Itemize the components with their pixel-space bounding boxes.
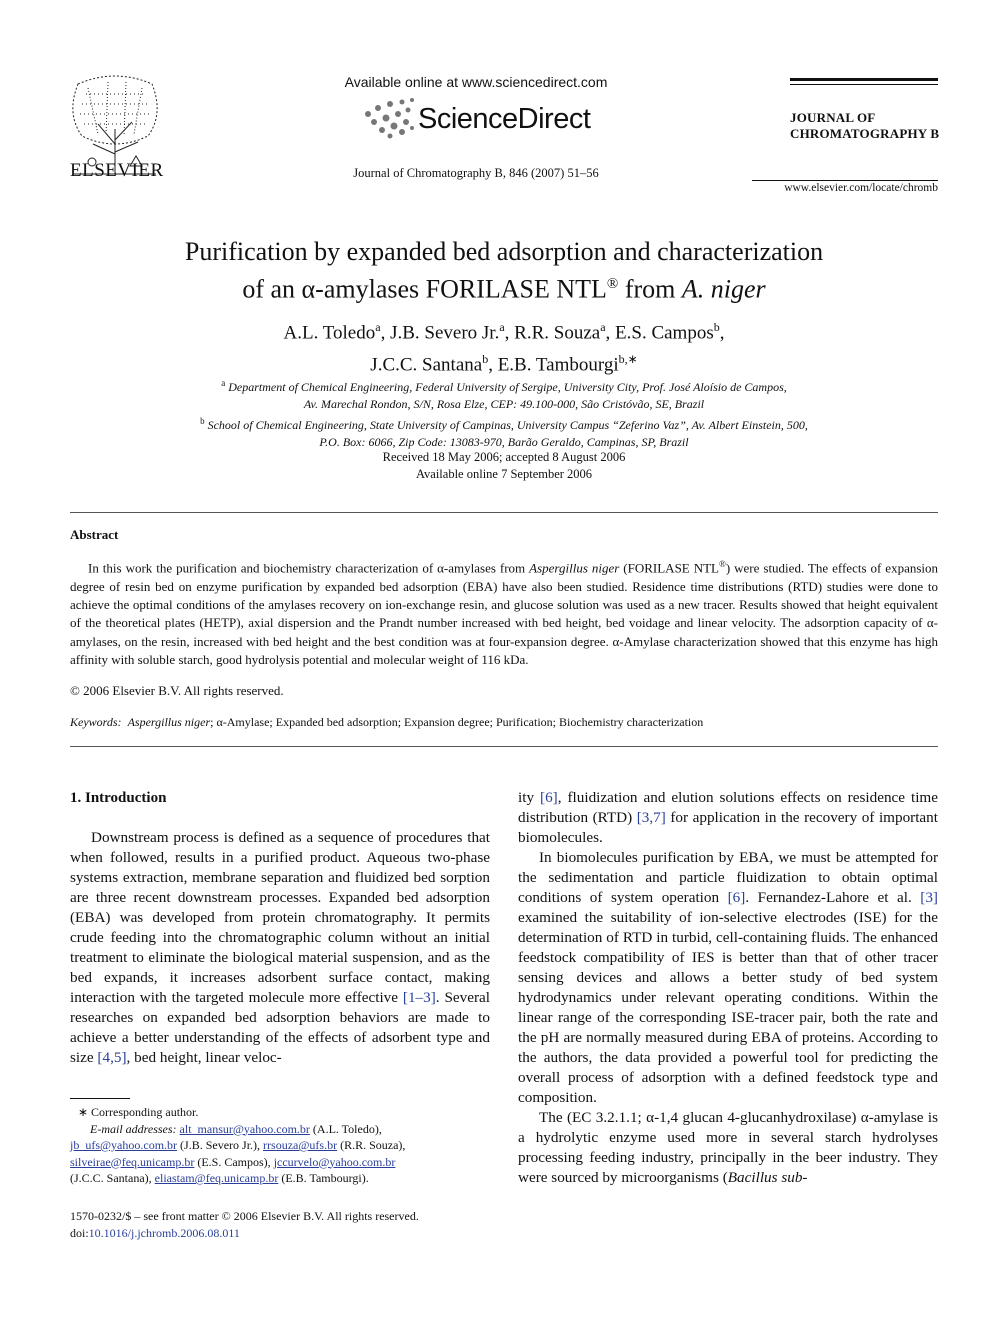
author-sep: ,: [380, 322, 391, 344]
abstract-heading: Abstract: [70, 527, 119, 542]
author[interactable]: E.S. Campos: [615, 322, 714, 344]
corresponding-author: ∗ Corresponding author.: [78, 1105, 199, 1119]
body-text: . Several researches on expanded bed adsorption behaviors are made to achieve a better understanding of the effects of adsorbent type and size: [70, 989, 490, 1066]
journal-citation: Journal of Chromatography B, 846 (2007) 51–56: [353, 166, 599, 180]
email-line: [70, 1137, 490, 1154]
sciencedirect-wordmark: ScienceDirect: [418, 103, 591, 135]
email-link[interactable]: jb_ufs@yahoo.com.br: [70, 1138, 178, 1152]
email-owner: (E.B. Tambourgi).: [278, 1171, 369, 1185]
affiliation-mark: a: [221, 378, 226, 388]
abstract-bottom-rule: [70, 746, 938, 747]
email-link[interactable]: silveirae@feq.unicamp.br: [70, 1154, 195, 1169]
keyword-species: Aspergillus niger: [127, 715, 211, 729]
email-owner: (R.R. Souza),: [337, 1138, 406, 1152]
citation-link[interactable]: [4,5]: [97, 1049, 127, 1066]
affiliation-text: School of Chemical Engineering, State University of Campinas, University Campus “Zeferino Vaz”, Av. Albert Einstein, 500,: [207, 418, 808, 432]
email-link[interactable]: rrsouza@ufs.br: [263, 1138, 338, 1152]
available-online-text[interactable]: Available online at www.sciencedirect.com: [344, 74, 608, 90]
title-text: of an α-amylases FORILASE NTL: [242, 274, 607, 304]
affiliation-mark[interactable]: b: [713, 320, 720, 334]
abstract-text: [70, 555, 938, 669]
affiliation-text: Department of Chemical Engineering, Federal University of Sergipe, University City, Prof. José Aloísio de Campos,: [228, 380, 787, 394]
body-text: In biomolecules purification by EBA, we must be attempted for the sedimentation and particle fluidization to obtain optimal conditions of system operation: [518, 849, 938, 906]
right-column: [518, 788, 938, 1188]
abstract-copyright: © 2006 Elsevier B.V. All rights reserved.: [70, 683, 284, 698]
affiliation-mark[interactable]: a: [375, 320, 381, 334]
author-line: [0, 314, 992, 346]
title-line-2: [0, 268, 992, 306]
journal-name: [790, 110, 939, 142]
body-species: Bacillus sub-: [727, 1169, 808, 1186]
received-date: Received 18 May 2006; accepted 8 August 2006: [382, 450, 626, 464]
publisher-name: ELSEVIER: [70, 160, 164, 181]
email-owner: (E.S. Campos),: [194, 1154, 274, 1169]
author[interactable]: J.B. Severo Jr.: [390, 322, 500, 344]
section-heading: 1. Introduction: [70, 790, 167, 806]
citation-link[interactable]: [3,7]: [636, 809, 666, 826]
citation-link[interactable]: [6]: [540, 789, 558, 806]
email-owner: (J.B. Severo Jr.),: [177, 1138, 264, 1152]
abstract-span: ) were studied. The effects of expansion degree of resin bed on enzyme purification by expanded bed adsorption (EBA) have also been studied. Residence time distributions (RTD) studies were done to achieve the optimal conditions of the amylases recovery on ion-exchange resin, and glucose solution was used as a new tracer. Results showed that height equivalent of the theoretical plates (HETP), axial dispersion and the Prandt number increased with bed height, bed voidage and linear velocity. The adsorption capacity of α-amylases, on the resin, increased with bed height and the best condition was at four-expansion degree. α-Amylase characterization showed that this enzyme has high affinity with soluble starch, good hydrolysis potential and molecular weight of 116 kDa.: [70, 560, 939, 667]
journal-name-line: CHROMATOGRAPHY B: [790, 126, 940, 141]
footnote: [70, 1104, 490, 1187]
abstract-species: Aspergillus niger: [529, 560, 620, 576]
body-text: Downstream process is defined as a sequence of procedures that when followed, results in a purified product. Aqueous two-phase systems extraction, membrane separation and fluidized bed sorption are three recent downstream processes. Expanded bed adsorption (EBA) was developed from protein chromatography. It permits crude feeding into the chromatographic column without an initial treatment to eliminate the biological material suspension, and as the bed expands, it increases adsorbent surface contact, making interaction with the targeted molecule more effective: [70, 829, 490, 1006]
registered-mark: ®: [719, 559, 726, 569]
doi-label: doi:: [70, 1225, 89, 1240]
affiliation-text: Av. Marechal Rondon, S/N, Rosa Elze, CEP: 49.100-000, São Cristóvão, SE, Brazil: [303, 397, 705, 411]
title-species: A. niger: [681, 274, 766, 304]
journal-url[interactable]: www.elsevier.com/locate/chromb: [784, 182, 938, 194]
author[interactable]: A.L. Toledo: [283, 322, 376, 344]
author-sep: ,: [488, 354, 498, 376]
author[interactable]: R.R. Souza: [514, 322, 601, 344]
header-rule: [790, 78, 938, 81]
email-line: [70, 1121, 490, 1138]
body-text: , fluidization and elution solutions effects on residence time distribution (RTD): [518, 789, 938, 826]
affiliation-mark[interactable]: b,∗: [618, 352, 638, 367]
body-text: . Fernandez-Lahore et al.: [745, 889, 921, 906]
citation-link[interactable]: [3]: [920, 889, 938, 906]
footnote-rule: [70, 1098, 130, 1099]
email-owner: (A.L. Toledo),: [309, 1121, 382, 1136]
author[interactable]: E.B. Tambourgi: [497, 354, 619, 376]
affiliation-mark[interactable]: a: [600, 320, 606, 334]
author-sep: ,: [504, 322, 515, 344]
article-title: [0, 236, 992, 306]
paragraph: [518, 788, 938, 848]
affiliation-mark[interactable]: b: [482, 352, 489, 367]
header-rule: [790, 84, 938, 85]
affiliation-mark: b: [200, 416, 205, 426]
email-link[interactable]: jccurvelo@yahoo.com.br: [273, 1154, 396, 1169]
issn-doi: [70, 1208, 490, 1241]
email-line: [70, 1170, 490, 1187]
email-link[interactable]: alt_mansur@yahoo.com.br: [179, 1121, 310, 1136]
abstract-span: (FORILASE NTL: [619, 560, 719, 576]
affiliation-b: [0, 413, 992, 434]
left-column: [70, 788, 490, 1068]
email-line: [70, 1154, 490, 1171]
title-line-1: Purification by expanded bed adsorption and characterization: [184, 237, 824, 266]
keywords-label: Keywords:: [70, 715, 122, 729]
author-sep: ,: [719, 322, 725, 344]
author-sep: ,: [605, 322, 616, 344]
body-text: examined the suitability of ion-selective electrodes (ISE) for the determination of RTD in turbid, cell-containing fluids. The enhanced feedstock compatibility of IES is better than that of other tracer sensing devices and allows a better study of bed system hydrodynamics under relevant operating conditions. Within the linear range of the corresponding ISE-tracer pair, both the rate and the pH are normally measured during EBA of proteins. According to the authors, the data provided a powerful tool for predicting the overall process of adsorption with a defined feedstock type and composition.: [518, 909, 938, 1106]
journal-name-line: JOURNAL OF: [790, 110, 876, 125]
email-label: E-mail addresses:: [90, 1121, 177, 1136]
header-rule: [752, 180, 938, 181]
keywords: [70, 715, 703, 730]
affiliation-text: P.O. Box: 6066, Zip Code: 13083-970, Barão Geraldo, Campinas, SP, Brazil: [319, 435, 689, 449]
abstract-top-rule: [70, 512, 938, 513]
paragraph: [70, 828, 490, 1068]
registered-mark: ®: [606, 276, 619, 292]
paragraph: [518, 1108, 938, 1188]
paragraph: [518, 848, 938, 1108]
body-text: , bed height, linear veloc-: [126, 1049, 282, 1066]
author[interactable]: J.C.C. Santana: [370, 354, 483, 376]
author-list: [0, 314, 992, 379]
keywords-list: ; α-Amylase; Expanded bed adsorption; Expansion degree; Purification; Biochemistry characterization: [210, 715, 704, 729]
citation-link[interactable]: [1–3]: [402, 989, 436, 1006]
affiliation-mark[interactable]: a: [499, 320, 505, 334]
body-text: The (EC 3.2.1.1; α-1,4 glucan 4-glucanhydroxilase) α-amylase is a hydrolytic enzyme used more in several starch hydrolyses processing feeding industry, principally in the beer industry. They were sourced by microorganisms (: [518, 1109, 938, 1186]
article-dates: [0, 449, 992, 483]
email-link[interactable]: eliastam@feq.unicamp.br: [154, 1171, 279, 1185]
citation-link[interactable]: [6]: [727, 889, 746, 906]
body-text: for application in the recovery of important biomolecules.: [518, 809, 938, 846]
body-text: ity: [518, 789, 541, 806]
available-date: Available online 7 September 2006: [415, 467, 593, 481]
email-owner: (J.C.C. Santana),: [70, 1171, 155, 1185]
doi-link[interactable]: 10.1016/j.jchromb.2006.08.011: [88, 1225, 240, 1240]
affiliations: [0, 375, 992, 451]
doi-line: [70, 1225, 490, 1242]
affiliation-a: [0, 375, 992, 396]
issn-line: 1570-0232/$ – see front matter © 2006 Elsevier B.V. All rights reserved.: [70, 1209, 419, 1223]
title-text: from: [618, 274, 682, 304]
abstract-span: In this work the purification and biochemistry characterization of α-amylases from: [88, 560, 530, 576]
author-line: [0, 346, 992, 378]
